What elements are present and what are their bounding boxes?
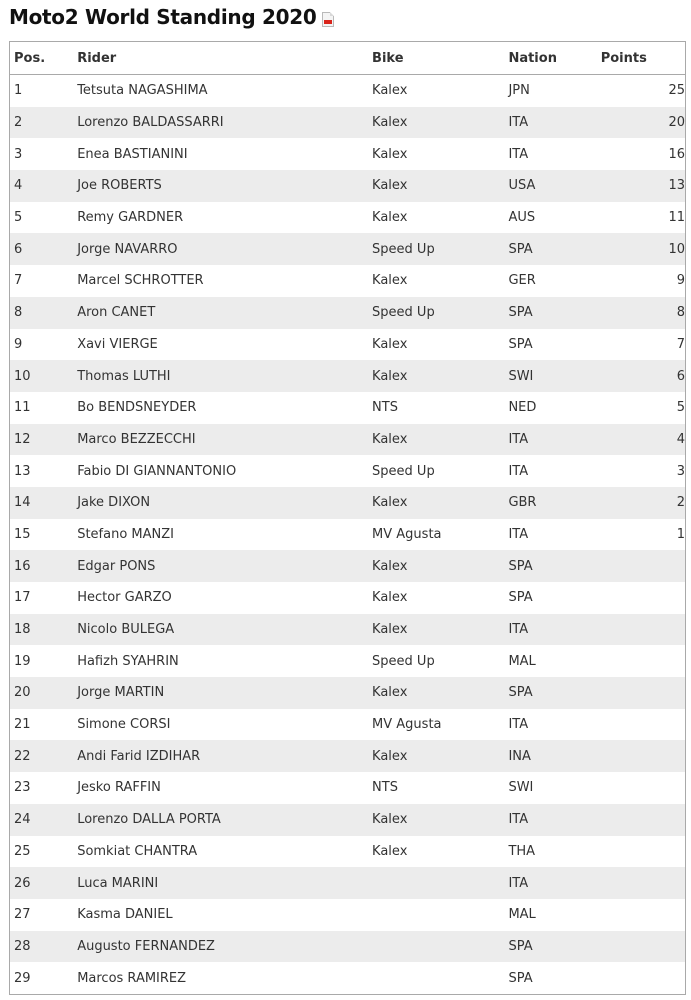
cell-rider: Kasma DANIEL bbox=[73, 899, 368, 931]
table-row bbox=[10, 329, 686, 361]
cell-rider: Thomas LUTHI bbox=[73, 360, 368, 392]
cell-nation: AUS bbox=[504, 202, 596, 234]
cell-bike: Kalex bbox=[368, 329, 504, 361]
cell-pos: 6 bbox=[10, 233, 74, 265]
cell-pos: 11 bbox=[10, 392, 74, 424]
cell-bike: MV Agusta bbox=[368, 519, 504, 551]
cell-nation: ITA bbox=[504, 455, 596, 487]
header-points: Points bbox=[597, 42, 686, 75]
cell-nation: ITA bbox=[504, 804, 596, 836]
cell-rider: Bo BENDSNEYDER bbox=[73, 392, 368, 424]
cell-rider: Edgar PONS bbox=[73, 550, 368, 582]
pdf-icon[interactable] bbox=[322, 12, 334, 27]
cell-points: 11 bbox=[597, 202, 686, 234]
cell-rider: Aron CANET bbox=[73, 297, 368, 329]
cell-nation: THA bbox=[504, 836, 596, 868]
cell-rider: Lorenzo DALLA PORTA bbox=[73, 804, 368, 836]
cell-bike: Kalex bbox=[368, 836, 504, 868]
cell-bike: Kalex bbox=[368, 202, 504, 234]
cell-rider: Marcos RAMIREZ bbox=[73, 962, 368, 994]
cell-pos: 21 bbox=[10, 709, 74, 741]
table-row bbox=[10, 424, 686, 456]
table-row bbox=[10, 519, 686, 551]
cell-points: 3 bbox=[597, 455, 686, 487]
table-row bbox=[10, 170, 686, 202]
table-row bbox=[10, 899, 686, 931]
cell-rider: Hafizh SYAHRIN bbox=[73, 645, 368, 677]
cell-nation: ITA bbox=[504, 867, 596, 899]
table-row bbox=[10, 867, 686, 899]
cell-points bbox=[597, 899, 686, 931]
cell-points: 9 bbox=[597, 265, 686, 297]
cell-points bbox=[597, 772, 686, 804]
table-row bbox=[10, 455, 686, 487]
standings-table bbox=[9, 41, 686, 995]
table-row bbox=[10, 614, 686, 646]
header-rider: Rider bbox=[73, 42, 368, 75]
cell-nation: ITA bbox=[504, 614, 596, 646]
cell-nation: GER bbox=[504, 265, 596, 297]
cell-bike: Kalex bbox=[368, 487, 504, 519]
cell-bike: Kalex bbox=[368, 740, 504, 772]
cell-rider: Joe ROBERTS bbox=[73, 170, 368, 202]
cell-rider: Luca MARINI bbox=[73, 867, 368, 899]
cell-pos: 24 bbox=[10, 804, 74, 836]
cell-nation: MAL bbox=[504, 899, 596, 931]
cell-pos: 26 bbox=[10, 867, 74, 899]
cell-pos: 15 bbox=[10, 519, 74, 551]
cell-nation: SPA bbox=[504, 677, 596, 709]
cell-nation: SPA bbox=[504, 329, 596, 361]
cell-rider: Somkiat CHANTRA bbox=[73, 836, 368, 868]
cell-rider: Jorge MARTIN bbox=[73, 677, 368, 709]
table-row bbox=[10, 107, 686, 139]
cell-pos: 5 bbox=[10, 202, 74, 234]
cell-nation: SPA bbox=[504, 582, 596, 614]
cell-bike: Kalex bbox=[368, 138, 504, 170]
cell-pos: 20 bbox=[10, 677, 74, 709]
cell-points: 16 bbox=[597, 138, 686, 170]
cell-pos: 22 bbox=[10, 740, 74, 772]
cell-nation: USA bbox=[504, 170, 596, 202]
table-row bbox=[10, 772, 686, 804]
cell-pos: 19 bbox=[10, 645, 74, 677]
cell-points bbox=[597, 740, 686, 772]
table-row bbox=[10, 550, 686, 582]
cell-points bbox=[597, 550, 686, 582]
cell-pos: 2 bbox=[10, 107, 74, 139]
cell-points: 6 bbox=[597, 360, 686, 392]
page-title: Moto2 World Standing 2020 bbox=[9, 5, 317, 29]
header-bike: Bike bbox=[368, 42, 504, 75]
table-row bbox=[10, 265, 686, 297]
cell-bike: Kalex bbox=[368, 170, 504, 202]
cell-rider: Simone CORSI bbox=[73, 709, 368, 741]
cell-nation: SWI bbox=[504, 772, 596, 804]
cell-bike: Kalex bbox=[368, 265, 504, 297]
table-row bbox=[10, 487, 686, 519]
cell-rider: Lorenzo BALDASSARRI bbox=[73, 107, 368, 139]
table-row bbox=[10, 931, 686, 963]
cell-nation: NED bbox=[504, 392, 596, 424]
cell-rider: Marco BEZZECCHI bbox=[73, 424, 368, 456]
cell-rider: Remy GARDNER bbox=[73, 202, 368, 234]
cell-pos: 10 bbox=[10, 360, 74, 392]
cell-points: 7 bbox=[597, 329, 686, 361]
header-nation: Nation bbox=[504, 42, 596, 75]
cell-rider: Nicolo BULEGA bbox=[73, 614, 368, 646]
cell-rider: Jesko RAFFIN bbox=[73, 772, 368, 804]
cell-rider: Jorge NAVARRO bbox=[73, 233, 368, 265]
cell-bike: Kalex bbox=[368, 677, 504, 709]
cell-rider: Hector GARZO bbox=[73, 582, 368, 614]
table-row bbox=[10, 138, 686, 170]
cell-bike: Speed Up bbox=[368, 233, 504, 265]
cell-pos: 25 bbox=[10, 836, 74, 868]
cell-points bbox=[597, 709, 686, 741]
cell-rider: Xavi VIERGE bbox=[73, 329, 368, 361]
cell-pos: 4 bbox=[10, 170, 74, 202]
table-row bbox=[10, 677, 686, 709]
cell-points bbox=[597, 614, 686, 646]
cell-bike bbox=[368, 962, 504, 994]
cell-pos: 13 bbox=[10, 455, 74, 487]
cell-pos: 23 bbox=[10, 772, 74, 804]
header-pos: Pos. bbox=[10, 42, 74, 75]
table-row bbox=[10, 233, 686, 265]
cell-points: 2 bbox=[597, 487, 686, 519]
cell-rider: Jake DIXON bbox=[73, 487, 368, 519]
cell-points: 1 bbox=[597, 519, 686, 551]
cell-nation: INA bbox=[504, 740, 596, 772]
cell-bike bbox=[368, 899, 504, 931]
cell-points bbox=[597, 645, 686, 677]
cell-bike: Kalex bbox=[368, 582, 504, 614]
cell-nation: ITA bbox=[504, 709, 596, 741]
cell-bike: NTS bbox=[368, 772, 504, 804]
cell-nation: ITA bbox=[504, 107, 596, 139]
cell-pos: 28 bbox=[10, 931, 74, 963]
table-row bbox=[10, 836, 686, 868]
cell-rider: Fabio DI GIANNANTONIO bbox=[73, 455, 368, 487]
cell-nation: SPA bbox=[504, 550, 596, 582]
cell-rider: Tetsuta NAGASHIMA bbox=[73, 75, 368, 107]
cell-points: 8 bbox=[597, 297, 686, 329]
cell-pos: 18 bbox=[10, 614, 74, 646]
cell-points bbox=[597, 582, 686, 614]
table-row bbox=[10, 804, 686, 836]
cell-pos: 14 bbox=[10, 487, 74, 519]
cell-points: 10 bbox=[597, 233, 686, 265]
cell-pos: 27 bbox=[10, 899, 74, 931]
cell-pos: 29 bbox=[10, 962, 74, 994]
cell-bike: Kalex bbox=[368, 424, 504, 456]
cell-nation: ITA bbox=[504, 138, 596, 170]
table-row bbox=[10, 645, 686, 677]
cell-rider: Marcel SCHROTTER bbox=[73, 265, 368, 297]
cell-points bbox=[597, 867, 686, 899]
table-row bbox=[10, 297, 686, 329]
cell-bike: Speed Up bbox=[368, 297, 504, 329]
cell-bike: Kalex bbox=[368, 550, 504, 582]
cell-pos: 8 bbox=[10, 297, 74, 329]
cell-nation: GBR bbox=[504, 487, 596, 519]
cell-points: 13 bbox=[597, 170, 686, 202]
cell-bike bbox=[368, 867, 504, 899]
cell-nation: ITA bbox=[504, 519, 596, 551]
table-row bbox=[10, 360, 686, 392]
cell-bike: Kalex bbox=[368, 75, 504, 107]
cell-nation: SWI bbox=[504, 360, 596, 392]
cell-bike: MV Agusta bbox=[368, 709, 504, 741]
cell-bike: Speed Up bbox=[368, 645, 504, 677]
title-row bbox=[9, 5, 334, 29]
cell-bike: Kalex bbox=[368, 614, 504, 646]
table-row bbox=[10, 709, 686, 741]
table-header-row bbox=[10, 42, 686, 75]
table-row bbox=[10, 392, 686, 424]
cell-pos: 9 bbox=[10, 329, 74, 361]
cell-points: 25 bbox=[597, 75, 686, 107]
cell-nation: SPA bbox=[504, 962, 596, 994]
cell-points bbox=[597, 931, 686, 963]
cell-pos: 3 bbox=[10, 138, 74, 170]
cell-points: 5 bbox=[597, 392, 686, 424]
cell-bike: NTS bbox=[368, 392, 504, 424]
cell-points bbox=[597, 677, 686, 709]
cell-nation: ITA bbox=[504, 424, 596, 456]
cell-pos: 16 bbox=[10, 550, 74, 582]
table-row bbox=[10, 202, 686, 234]
cell-nation: SPA bbox=[504, 297, 596, 329]
cell-rider: Augusto FERNANDEZ bbox=[73, 931, 368, 963]
cell-pos: 7 bbox=[10, 265, 74, 297]
cell-nation: SPA bbox=[504, 931, 596, 963]
table-row bbox=[10, 962, 686, 994]
table-row bbox=[10, 75, 686, 107]
cell-bike bbox=[368, 931, 504, 963]
cell-bike: Kalex bbox=[368, 360, 504, 392]
cell-rider: Andi Farid IZDIHAR bbox=[73, 740, 368, 772]
table-row bbox=[10, 740, 686, 772]
cell-nation: MAL bbox=[504, 645, 596, 677]
cell-nation: SPA bbox=[504, 233, 596, 265]
table-row bbox=[10, 582, 686, 614]
cell-points bbox=[597, 962, 686, 994]
cell-points: 20 bbox=[597, 107, 686, 139]
cell-points: 4 bbox=[597, 424, 686, 456]
cell-pos: 17 bbox=[10, 582, 74, 614]
cell-rider: Stefano MANZI bbox=[73, 519, 368, 551]
standings-body bbox=[10, 75, 686, 995]
cell-pos: 12 bbox=[10, 424, 74, 456]
cell-bike: Kalex bbox=[368, 804, 504, 836]
cell-bike: Kalex bbox=[368, 107, 504, 139]
cell-points bbox=[597, 804, 686, 836]
cell-nation: JPN bbox=[504, 75, 596, 107]
cell-rider: Enea BASTIANINI bbox=[73, 138, 368, 170]
cell-points bbox=[597, 836, 686, 868]
cell-pos: 1 bbox=[10, 75, 74, 107]
cell-bike: Speed Up bbox=[368, 455, 504, 487]
